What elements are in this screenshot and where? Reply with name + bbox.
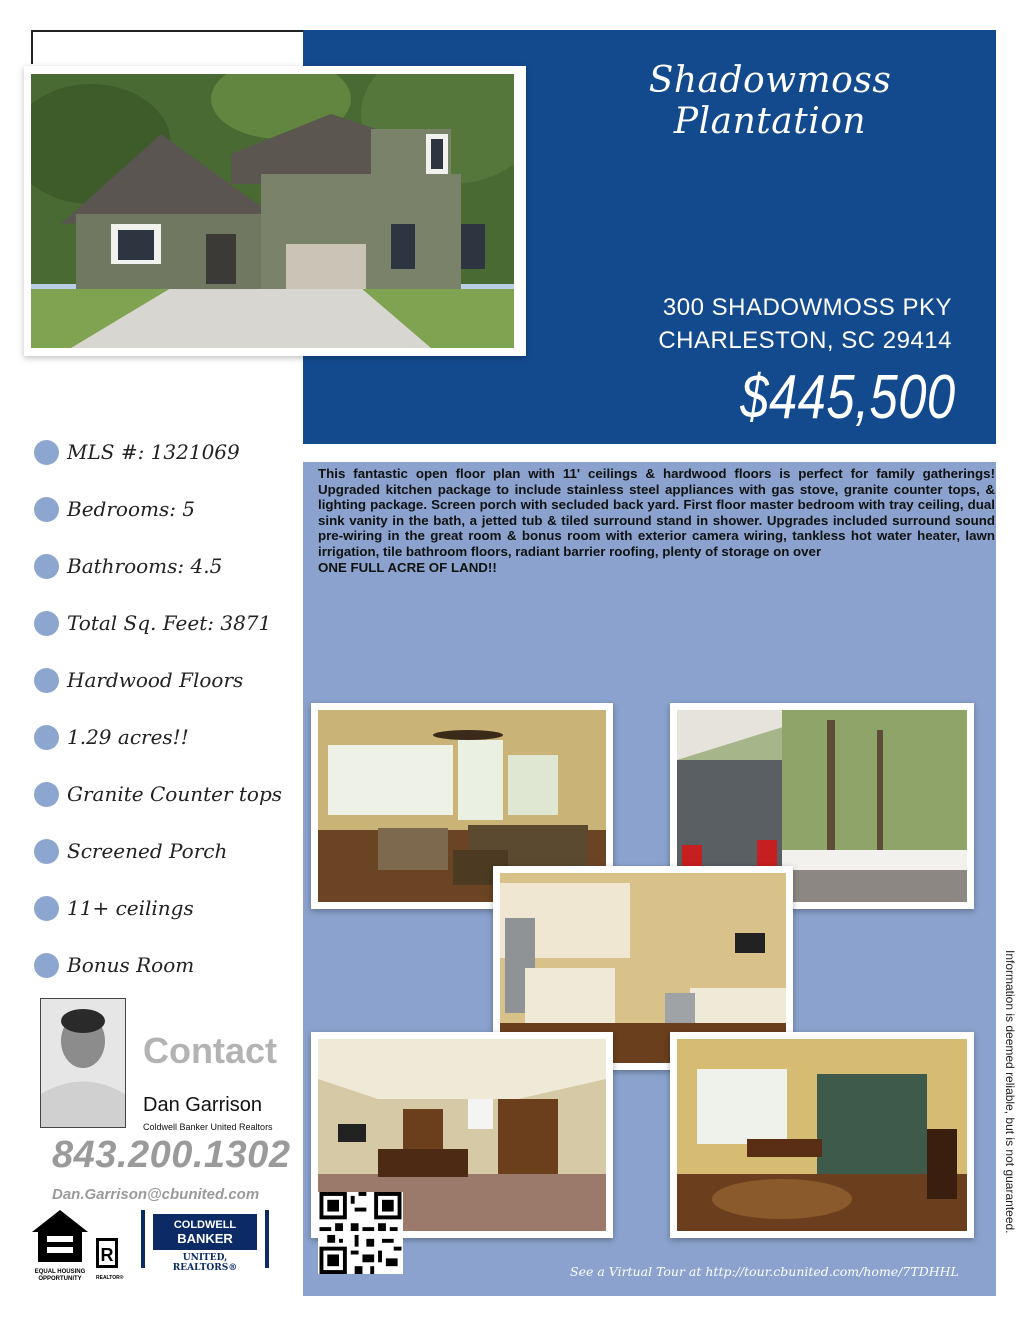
feature-text: Hardwood Floors (67, 668, 244, 692)
listing-description (318, 466, 995, 575)
bullet-icon (34, 725, 59, 750)
disclaimer-text: Information is deemed reliable, but is not guaranteed. (1003, 950, 1017, 1234)
svg-text:R: R (100, 1245, 114, 1265)
feature-text: Screened Porch (67, 839, 228, 863)
feature-item (34, 834, 227, 868)
bullet-icon (34, 953, 59, 978)
realtor-icon (96, 1238, 118, 1270)
feature-text: MLS #: 1321069 (67, 440, 240, 464)
coldwell-banker-logo (141, 1210, 269, 1273)
feature-text: Granite Counter tops (67, 782, 283, 806)
bullet-icon (34, 440, 59, 465)
feature-text: Bonus Room (67, 953, 195, 977)
feature-text: Bathrooms: 4.5 (67, 554, 223, 578)
house-exterior-photo (31, 74, 514, 348)
feature-item (34, 492, 195, 526)
feature-text: Bedrooms: 5 (67, 497, 196, 521)
contact-heading: Contact (143, 1030, 277, 1071)
qr-code-icon (318, 1192, 403, 1274)
agent-company: Coldwell Banker United Realtors (143, 1122, 273, 1132)
disclaimer (1003, 950, 1017, 1290)
listing-price: $445,500 (740, 363, 956, 432)
bullet-icon (34, 497, 59, 522)
virtual-tour-link[interactable]: See a Virtual Tour at http://tour.cbunited.com/home/7TDHHL (570, 1264, 959, 1279)
frame-corner-line (31, 30, 303, 64)
agent-name: Dan Garrison (143, 1094, 262, 1116)
description-emphasis: ONE FULL ACRE OF LAND!! (318, 559, 497, 575)
equal-housing-logo (30, 1208, 90, 1280)
feature-item (34, 606, 271, 640)
feature-item (34, 948, 194, 982)
realtor-text: REALTOR® (96, 1275, 124, 1281)
feature-item (34, 777, 282, 811)
feature-text: 1.29 acres!! (67, 725, 189, 749)
feature-text: 11+ ceilings (67, 896, 194, 920)
feature-item (34, 435, 240, 469)
house-icon (30, 1208, 90, 1264)
cb-line-3: UNITED, REALTORS® (172, 1253, 238, 1273)
bullet-icon (34, 611, 59, 636)
bullet-icon (34, 668, 59, 693)
feature-item (34, 663, 243, 697)
agent-phone[interactable]: 843.200.1302 (52, 1134, 291, 1176)
qr-code[interactable] (318, 1192, 403, 1274)
bullet-icon (34, 782, 59, 807)
feature-item (34, 720, 189, 754)
dining-room-photo (677, 1039, 967, 1231)
bullet-icon (34, 839, 59, 864)
listing-title: Shadowmoss Plantation (648, 60, 892, 142)
address-line-1: 300 SHADOWMOSS PKY (662, 294, 952, 321)
cb-line-1: COLDWELL (173, 1219, 237, 1231)
feature-item (34, 549, 222, 583)
realtor-logo (96, 1238, 126, 1282)
agent-email[interactable]: Dan.Garrison@cbunited.com (52, 1186, 260, 1203)
eho-text: EQUAL HOUSING OPPORTUNITY (34, 1269, 86, 1282)
description-text: This fantastic open floor plan with 11' ceilings & hardwood floors is perfect for family gatherings! Upgraded kitchen package to include stainless steel appliances with gas stove, granite counter tops, & lighting package. Screen porch with secluded back yard. First floor master bedroom with tray ceiling, dual sink vanity in the bath, a jetted tub & tiled surround stand in shower. Upgrades included surround sound pre-wiring in the great room & bonus room with exterior camera wiring, tankless hot water heater, lawn irrigation, tile bathroom floors, radiant barrier roofing, plenty of storage on over (318, 466, 995, 559)
feature-item (34, 891, 194, 925)
cb-line-2: BANKER (177, 1231, 233, 1246)
feature-text: Total Sq. Feet: 3871 (67, 611, 272, 635)
address-line-2: CHARLESTON, SC 29414 (658, 327, 952, 354)
bullet-icon (34, 896, 59, 921)
bullet-icon (34, 554, 59, 579)
agent-photo (40, 998, 126, 1128)
photo-dining-room (670, 1032, 974, 1238)
